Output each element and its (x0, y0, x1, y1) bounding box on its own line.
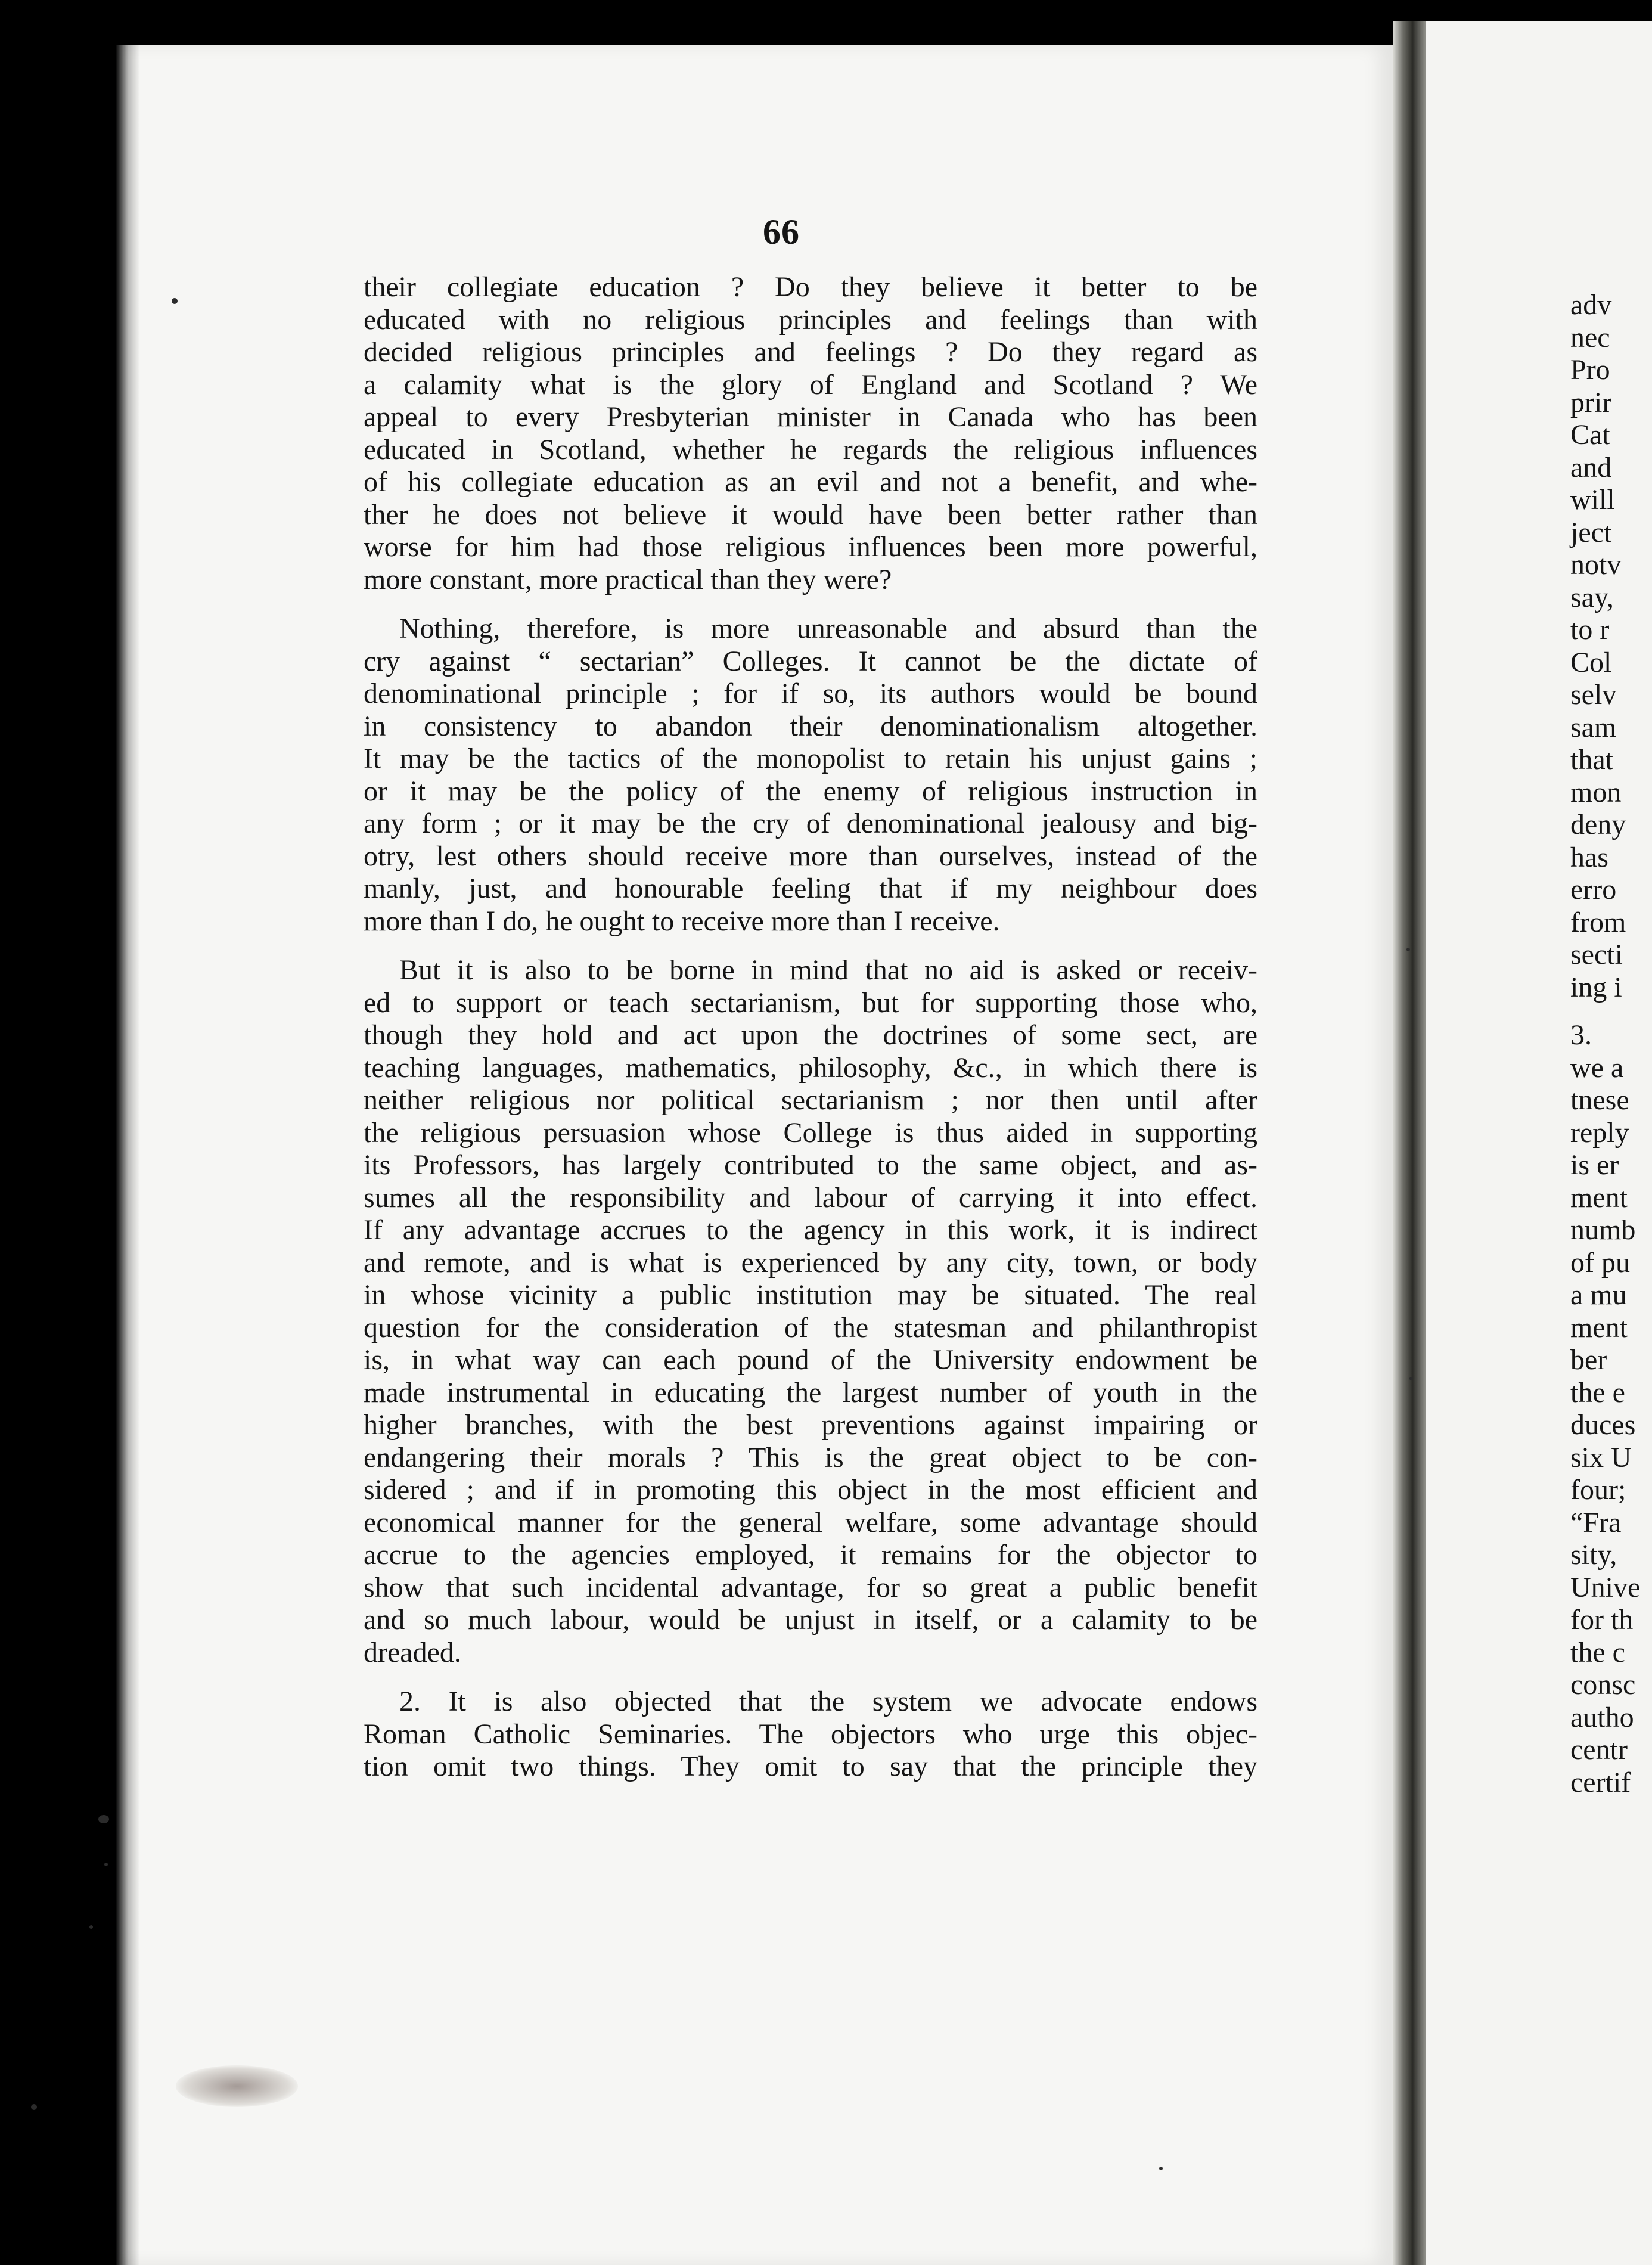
facing-line: a mu (1570, 1279, 1627, 1311)
ink-speck (104, 1863, 108, 1866)
facing-line: centr (1570, 1734, 1628, 1766)
facing-line: autho (1570, 1701, 1634, 1733)
facing-line: secti (1570, 939, 1623, 970)
paragraph-4 (364, 1686, 1257, 1783)
facing-line: the e (1570, 1376, 1625, 1408)
text-line: more constant, more practical than they were? (364, 563, 892, 595)
facing-line: the c (1570, 1636, 1625, 1668)
text-line: Nothing, therefore, is more unreasonable and absurd than the (399, 613, 1257, 644)
text-line: decided religious principles and feelings ? Do they regard as (364, 336, 1257, 368)
facing-line: numb (1570, 1214, 1636, 1246)
paragraph-gap (1570, 1004, 1652, 1019)
facing-line: duces (1570, 1409, 1636, 1441)
text-line: It may be the tactics of the monopolist to retain his unjust gains ; (364, 743, 1257, 774)
page-smudge (176, 2065, 298, 2107)
text-line: economical manner for the general welfare, some advantage should (364, 1506, 1257, 1538)
facing-line: sity, (1570, 1539, 1617, 1571)
facing-line: sam (1570, 711, 1617, 743)
facing-line: has (1570, 841, 1608, 873)
text-line: more than I do, he ought to receive more than I receive. (364, 905, 1000, 937)
text-line: or it may be the policy of the enemy of religious instruction in (364, 775, 1257, 807)
text-line: appeal to every Presbyterian minister in Canada who has been (364, 401, 1257, 433)
facing-line: tnese (1570, 1084, 1629, 1116)
text-line: their collegiate education ? Do they believe it better to be (364, 271, 1257, 303)
facing-line: of pu (1570, 1246, 1630, 1279)
text-line: sidered ; and if in promoting this object in the most efficient and (364, 1474, 1257, 1506)
facing-line: Pro (1570, 354, 1610, 386)
text-line: ther he does not believe it would have been better rather than (364, 498, 1257, 530)
facing-line: ment (1570, 1181, 1628, 1214)
text-line: educated with no religious principles and feelings than with (364, 303, 1257, 336)
main-text (364, 271, 1257, 1800)
facing-line: that (1570, 744, 1613, 775)
text-line: is, in what way can each pound of the University endowment be (364, 1344, 1257, 1376)
paragraph-2 (364, 613, 1257, 938)
facing-line: “Fra (1570, 1506, 1622, 1538)
text-line: show that such incidental advantage, for so great a public benefit (364, 1571, 1257, 1603)
text-line: the religious persuasion whose College is thus aided in supporting (364, 1116, 1257, 1149)
text-line: in whose vicinity a public institution may be situated. The real (364, 1279, 1257, 1311)
facing-line: Cat (1570, 419, 1610, 451)
facing-line: reply (1570, 1116, 1629, 1149)
text-line: of his collegiate education as an evil and not a benefit, and whe- (364, 466, 1257, 498)
text-line: neither religious nor political sectarianism ; nor then until after (364, 1084, 1257, 1116)
facing-line: we a (1570, 1051, 1624, 1084)
text-line: dreaded. (364, 1636, 461, 1668)
ink-speck (31, 2104, 37, 2110)
text-line: question for the consideration of the statesman and philanthropist (364, 1311, 1257, 1344)
text-line: manly, just, and honourable feeling that if my neighbour does (364, 873, 1257, 904)
facing-line: adv (1570, 289, 1612, 321)
ink-speck (1409, 1377, 1413, 1380)
facing-line: mon (1570, 776, 1622, 808)
facing-line: Unive (1570, 1571, 1641, 1603)
facing-line: is er (1570, 1149, 1619, 1181)
page-number: 66 (763, 212, 800, 252)
text-line: Roman Catholic Seminaries. The objectors who urge this objec- (364, 1718, 1257, 1750)
paragraph-3 (364, 954, 1257, 1669)
facing-line: to r (1570, 614, 1610, 646)
text-line: in consistency to abandon their denominationalism altogether. (364, 710, 1257, 742)
text-line: its Professors, has largely contributed to the same object, and as- (364, 1149, 1257, 1181)
text-line: tion omit two things. They omit to say that the principle they (364, 1751, 1257, 1782)
text-line: educated in Scotland, whether he regards the religious influences (364, 433, 1257, 466)
facing-line: six U (1570, 1441, 1632, 1473)
text-line: teaching languages, mathematics, philosophy, &c., in which there is (364, 1051, 1257, 1084)
ink-speck (172, 298, 178, 304)
text-line: endangering their morals ? This is the great object to be con- (364, 1441, 1257, 1473)
facing-line: Col (1570, 646, 1612, 678)
facing-page-text (1570, 289, 1652, 1799)
facing-line: 3. (1570, 1019, 1592, 1051)
text-line: denominational principle ; for if so, its authors would be bound (364, 678, 1257, 709)
text-line: If any advantage accrues to the agency in this work, it is indirect (364, 1214, 1257, 1246)
text-line: though they hold and act upon the doctrines of some sect, are (364, 1019, 1257, 1051)
facing-line: notv (1570, 549, 1622, 581)
text-line: But it is also to be borne in mind that no aid is asked or receiv- (399, 954, 1257, 986)
ink-speck (1406, 948, 1410, 951)
facing-line: ject (1570, 516, 1612, 548)
text-line: and so much labour, would be unjust in itself, or a calamity to be (364, 1604, 1257, 1636)
facing-line: ing i (1570, 971, 1622, 1003)
text-line: a calamity what is the glory of England and Scotland ? We (364, 368, 1257, 401)
facing-line: from (1570, 906, 1626, 938)
ink-speck (89, 1925, 93, 1929)
facing-line: will (1570, 484, 1615, 516)
text-line: sumes all the responsibility and labour of carrying it into effect. (364, 1181, 1257, 1214)
book-gutter (1393, 21, 1426, 2265)
facing-line: erro (1570, 874, 1617, 905)
text-line: higher branches, with the best preventions against impairing or (364, 1409, 1257, 1441)
text-line: made instrumental in educating the largest number of youth in the (364, 1376, 1257, 1408)
facing-line: and (1570, 451, 1612, 483)
paragraph-1 (364, 271, 1257, 596)
facing-line: for th (1570, 1604, 1634, 1636)
facing-line: four; (1570, 1474, 1626, 1506)
ink-speck (1159, 2167, 1163, 2170)
text-line: any form ; or it may be the cry of denominational jealousy and big- (364, 808, 1257, 839)
facing-line: deny (1570, 809, 1626, 840)
text-line: ed to support or teach sectarianism, but for supporting those who, (364, 986, 1257, 1019)
facing-line: nec (1570, 321, 1610, 353)
text-line: and remote, and is what is experienced by any city, town, or body (364, 1246, 1257, 1279)
facing-line: ber (1570, 1344, 1607, 1376)
facing-line: selv (1570, 679, 1617, 710)
text-line: 2. It is also objected that the system we advocate endows (399, 1686, 1257, 1717)
facing-line: consc (1570, 1669, 1636, 1701)
text-line: cry against “ sectarian” Colleges. It cannot be the dictate of (364, 645, 1257, 677)
facing-line: certif (1570, 1766, 1631, 1798)
ink-speck (98, 1815, 109, 1823)
facing-line: ment (1570, 1311, 1628, 1344)
text-line: worse for him had those religious influences been more powerful, (364, 531, 1257, 563)
text-line: otry, lest others should receive more than ourselves, instead of the (364, 840, 1257, 872)
facing-line: prir (1570, 386, 1612, 418)
facing-line: say, (1570, 581, 1614, 613)
text-line: accrue to the agencies employed, it remains for the objector to (364, 1539, 1257, 1571)
